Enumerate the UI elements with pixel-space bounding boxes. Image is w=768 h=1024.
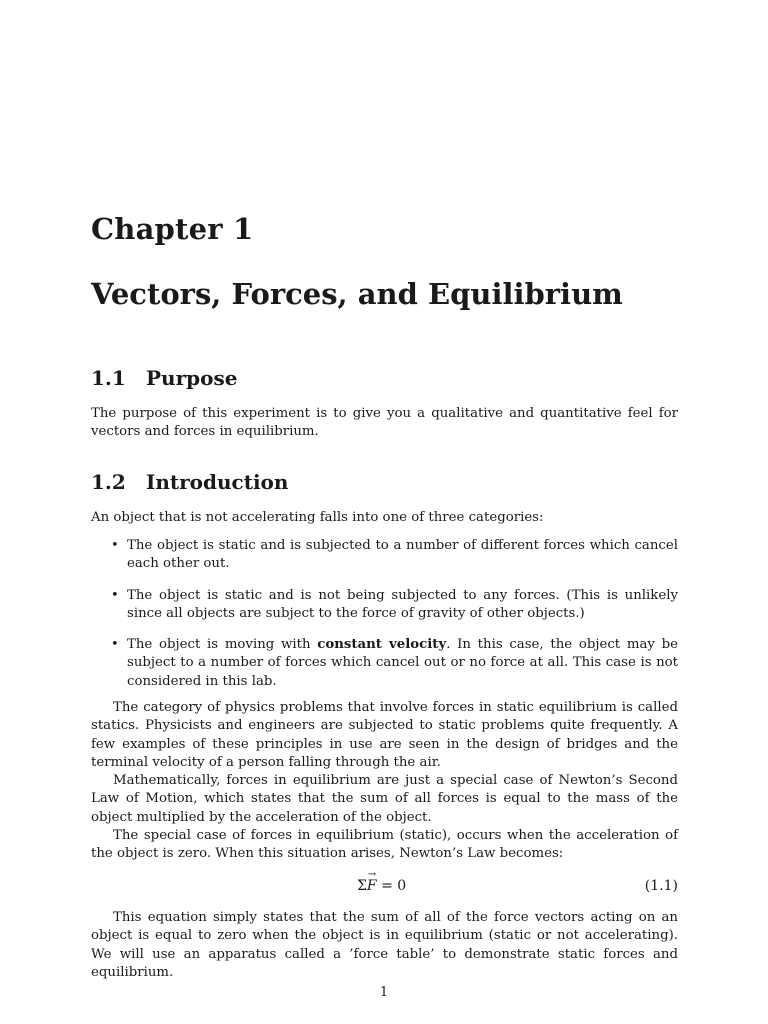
list-item-text: The object is moving with constant velocity. In this case, the object may be subject to a number of forces which cancel out or no force at all. This case is not considered in this lab. <box>127 637 679 689</box>
paragraph: Mathematically, forces in equilibrium are just a special case of Newton’s Second Law of Motion, which states that the sum of all forces is equal to the mass of the object multiplied by the acceleration of the object. <box>91 773 678 825</box>
chapter-title: Vectors, Forces, and Equilibrium <box>91 277 623 311</box>
emphasis-constant-velocity: constant velocity <box>317 637 447 653</box>
paragraph: The category of physics problems that involve forces in static equilibrium is called statics. Physicists and engineers are subjected to static problems quite frequently. A few examples of these principles in use are seen in the design of bridges and the terminal velocity of a person falling through the air. <box>91 700 678 770</box>
bullet-icon: • <box>111 587 119 603</box>
section-title: Purpose <box>146 366 238 390</box>
equation-row <box>91 878 678 898</box>
force-vector: → F <box>367 878 377 894</box>
paragraph: This equation simply states that the sum of all of the force vectors acting on an object is equal to zero when the object is in equilibrium (static or not accelerating). We will use an apparatus called a ’force table’ to demonstrate static forces and equilibrium. <box>91 910 678 980</box>
section-heading-purpose <box>91 366 237 390</box>
section-title: Introduction <box>146 470 289 494</box>
introduction-lead <box>91 509 678 527</box>
section-heading-introduction <box>91 470 288 494</box>
list-item-text: The object is static and is not being subjected to any forces. (This is unlikely since all objects are subject to the force of gravity of other objects.) <box>127 587 678 621</box>
bullet-icon: • <box>111 538 119 553</box>
body-paragraphs <box>91 699 678 864</box>
equation-number: (1.1) <box>644 878 678 894</box>
equation-rhs: = 0 <box>376 878 407 894</box>
section-number: 1.1 <box>91 366 126 390</box>
category-list <box>91 537 678 704</box>
bullet-icon: • <box>111 637 119 653</box>
closing-paragraph <box>91 909 678 982</box>
purpose-paragraph <box>91 405 678 442</box>
list-item-text: The object is static and is subjected to a number of different forces which cancel each other out. <box>127 538 678 572</box>
introduction-lead-text: An object that is not accelerating falls into one of three categories: <box>91 510 544 525</box>
equation <box>357 878 406 894</box>
list-item <box>91 587 678 624</box>
list-item <box>91 636 678 691</box>
chapter-label: Chapter 1 <box>91 212 254 246</box>
paragraph: The special case of forces in equilibrium (static), occurs when the acceleration of the object is zero. When this situation arises, Newton’s Law becomes: <box>91 828 678 862</box>
purpose-text: The purpose of this experiment is to give you a qualitative and quantitative feel for vectors and forces in equilibrium. <box>91 406 678 440</box>
list-item <box>91 537 678 574</box>
sigma-symbol: Σ <box>357 878 367 894</box>
page-number: 1 <box>379 985 389 1000</box>
section-number: 1.2 <box>91 470 126 494</box>
